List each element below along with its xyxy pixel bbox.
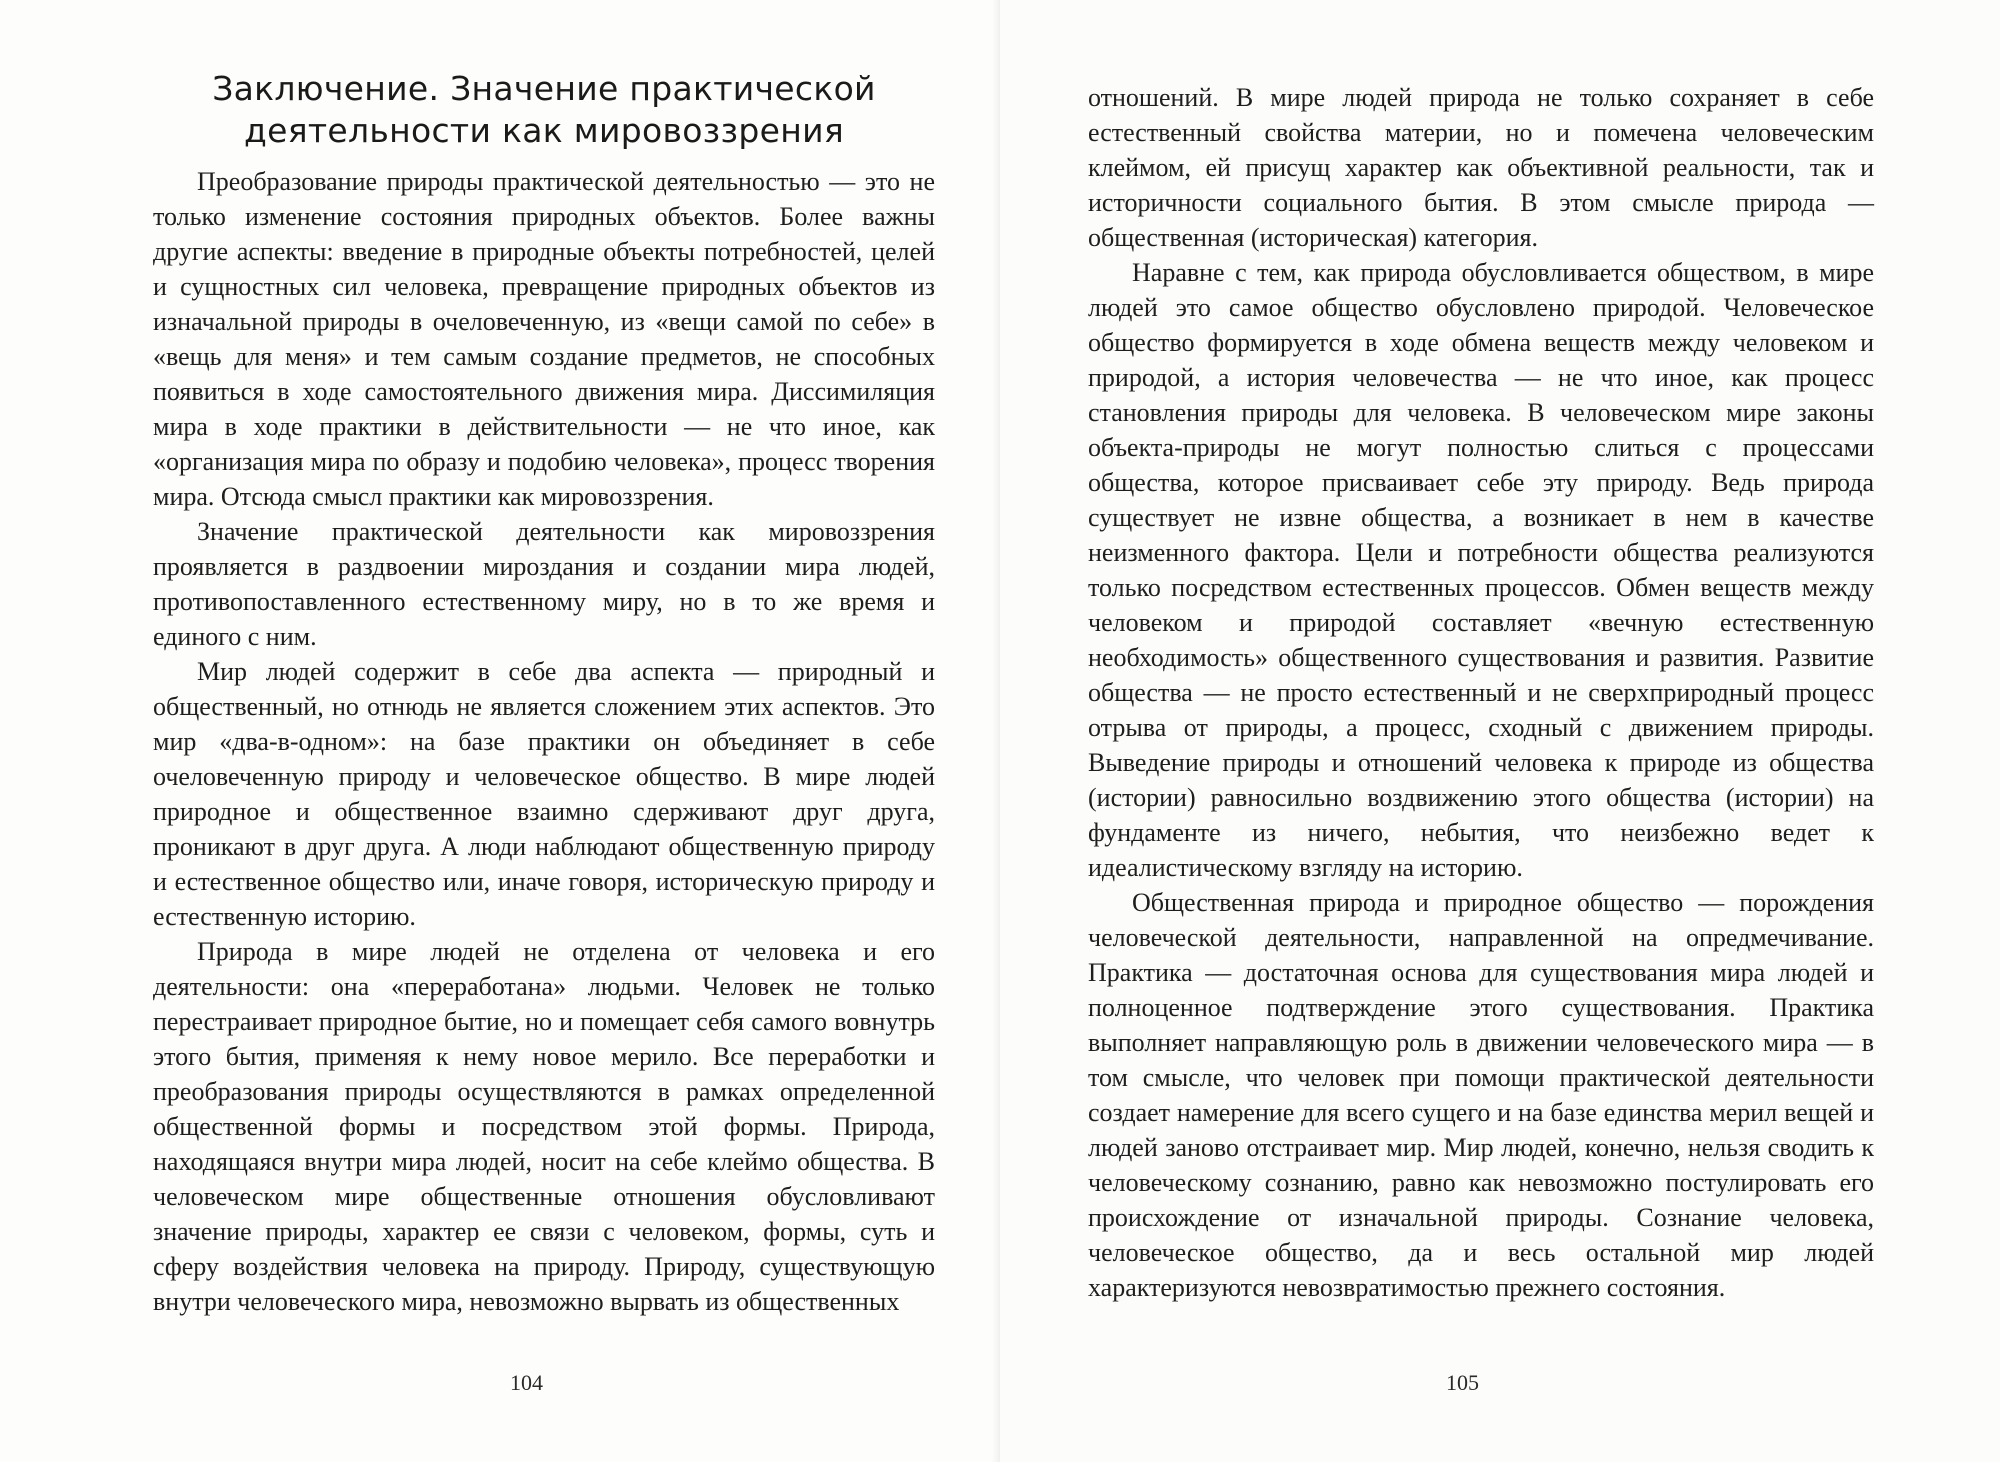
paragraph: Наравне с тем, как природа обусловливается обществом, в мире людей это самое общество обусловлено природой. Человеческое общество формируется в ходе обмена веществ между человеком и природой, а история человечества — не что иное, как процесс становления природы для человека. В человеческом мире законы объекта-природы не могут полностью слиться с процессами общества, которое присваивает себе эту природу. Ведь природа существует не извне общества, а возникает в нем в качестве неизменного фактора. Цели и потребности общества реализуются только посредством естественных процессов. Обмен веществ между человеком и природой составляет «вечную естественную необходимость» общественного существования и развития. Развитие общества — не просто естественный и не сверхприродный процесс отрыва от природы, а процесс, сходный с движением природы. Выведение природы и отношений человека к природе из общества (истории) равносильно воздвижению этого общества (истории) на фундаменте из ничего, небытия, что неизбежно ведет к идеалистическому взгляду на историю. [1088, 258, 1874, 882]
paragraph-continued: отношений. В мире людей природа не только сохраняет в себе естественный свойства материи, но и помечена человеческим клеймом, ей присущ характер как объективной реальности, так и историчности социального бытия. В этом смысле природа — общественная (историческая) категория. [1088, 83, 1874, 252]
left-page-text [153, 68, 935, 1319]
page-number: 104 [510, 1370, 543, 1395]
chapter-title-line-1: Заключение. Значение практической [212, 69, 876, 108]
page-number: 105 [1446, 1370, 1479, 1395]
chapter-title-line-2: деятельности как мировоззрения [243, 111, 845, 150]
paragraph: Значение практической деятельности как мировоззрения проявляется в раздвоении мироздания и создании мира людей, противопоставленного естественному миру, но в то же время и единого с ним. [153, 517, 935, 651]
right-page-text [1088, 80, 1874, 1305]
paragraph: Природа в мире людей не отделена от человека и его деятельности: она «переработана» людьми. Человек не только перестраивает природное бытие, но и помещает себя самого вовнутрь этого бытия, применяя к нему новое мерило. Все переработки и преобразования природы осуществляются в рамках определенной общественной формы и посредством этой формы. Природа, находящаяся внутри мира людей, носит на себе клеймо общества. В человеческом мире общественные отношения обусловливают значение природы, характер ее связи с человеком, формы, суть и сферу воздействия человека на природу. Природу, существующую внутри человеческого мира, невозможно вырвать из общественных [153, 937, 935, 1316]
paragraph: Общественная природа и природное общество — порождения человеческой деятельности, направленной на опредмечивание. Практика — достаточная основа для существования мира людей и полноценное подтверждение этого существования. Практика выполняет направляющую роль в движении человеческого мира — в том смысле, что человек при помощи практической деятельности создает намерение для всего сущего и на базе единства мерил вещей и людей заново отстраивает мир. Мир людей, конечно, нельзя сводить к человеческому сознанию, равно как невозможно постулировать его происхождение от изначальной природы. Сознание человека, человеческое общество, да и весь остальной мир людей характеризуются невозвратимостью прежнего состояния. [1088, 888, 1874, 1302]
chapter-title [153, 68, 935, 152]
paragraph: Мир людей содержит в себе два аспекта — природный и общественный, но отнюдь не является сложением этих аспектов. Это мир «два-в-одном»: на базе практики он объединяет в себе очеловеченную природу и человеческое общество. В мире людей природное и общественное взаимно сдерживают друг друга, проникают в друг друга. А люди наблюдают общественную природу и естественное общество или, иначе говоря, историческую природу и естественную историю. [153, 657, 935, 931]
paragraph: Преобразование природы практической деятельностью — это не только изменение состояния природных объектов. Более важны другие аспекты: введение в природные объекты потребностей, целей и сущностных сил человека, превращение природных объектов из изначальной природы в очеловеченную, из «вещи самой по себе» в «вещь для меня» и тем самым создание предметов, не способных появиться в ходе самостоятельного движения мира. Диссимиляция мира в ходе практики в действительности — не что иное, как «организация мира по образу и подобию человека», процесс творения мира. Отсюда смысл практики как мировоззрения. [153, 167, 935, 511]
right-page [1000, 0, 2000, 1462]
